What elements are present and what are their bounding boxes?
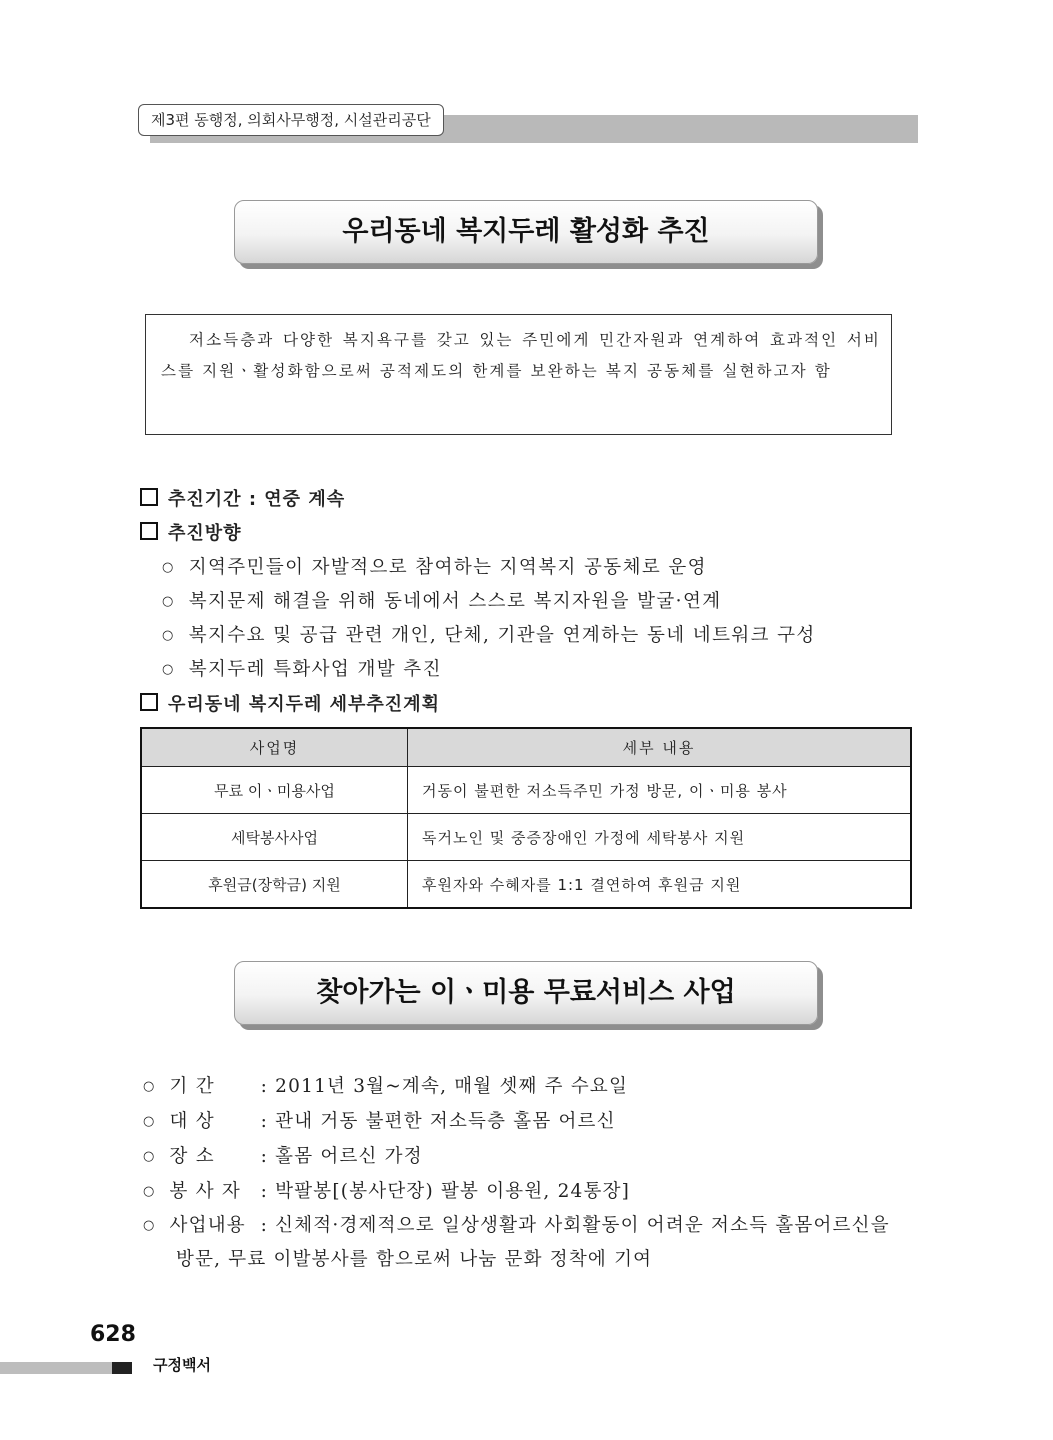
circle-bullet-icon: ○ bbox=[162, 628, 175, 643]
table-cell: 독거노인 및 중증장애인 가정에 세탁봉사 지원 bbox=[408, 814, 912, 861]
list-item: ○ 장 소 : 홀몸 어르신 가정 bbox=[143, 1146, 423, 1167]
chapter-label: 제3편 동행정, 의회사무행정, 시설관리공단 bbox=[138, 104, 444, 136]
circle-bullet-icon: ○ bbox=[162, 560, 175, 575]
checkbox-icon bbox=[140, 488, 158, 506]
table-cell: 후원금(장학금) 지원 bbox=[141, 861, 408, 909]
circle-bullet-icon: ○ bbox=[162, 594, 175, 609]
book-title: 구정백서 bbox=[153, 1356, 211, 1374]
column-header-detail: 세부 내용 bbox=[408, 728, 912, 767]
direction-heading-text: 추진방향 bbox=[168, 523, 242, 544]
plan-heading bbox=[140, 690, 440, 716]
table-cell: 세탁봉사사업 bbox=[141, 814, 408, 861]
intro-box bbox=[145, 314, 892, 435]
circle-bullet-icon: ○ bbox=[162, 662, 175, 677]
table-row bbox=[141, 767, 911, 814]
table-cell: 무료 이ㆍ미용사업 bbox=[141, 767, 408, 814]
circle-bullet-icon: ○ bbox=[143, 1079, 156, 1094]
checkbox-icon bbox=[140, 693, 158, 711]
circle-bullet-icon: ○ bbox=[143, 1114, 156, 1129]
circle-bullet-icon: ○ bbox=[143, 1184, 156, 1199]
list-item: ○ 복지문제 해결을 위해 동네에서 스스로 복지자원을 발굴·연계 bbox=[162, 591, 722, 612]
footer-bar bbox=[0, 1362, 112, 1374]
list-item: ○ 봉 사 자 : 박팔봉[(봉사단장) 팔봉 이용원, 24통장] bbox=[143, 1181, 631, 1202]
footer-square-icon bbox=[112, 1362, 132, 1374]
table-cell: 후원자와 수혜자를 1:1 결연하여 후원금 지원 bbox=[408, 861, 912, 909]
period-heading bbox=[140, 485, 345, 511]
column-header-project: 사업명 bbox=[141, 728, 408, 767]
direction-heading bbox=[140, 519, 242, 545]
table-row bbox=[141, 861, 911, 909]
circle-bullet-icon: ○ bbox=[143, 1149, 156, 1164]
content-continuation: 방문, 무료 이발봉사를 함으로써 나눔 문화 정착에 기여 bbox=[176, 1249, 653, 1270]
page-number: 628 bbox=[90, 1322, 136, 1347]
list-item: ○ 복지수요 및 공급 관련 개인, 단체, 기관을 연계하는 동네 네트워크 구성 bbox=[162, 625, 816, 646]
table-row bbox=[141, 814, 911, 861]
table-cell: 거동이 불편한 저소득주민 가정 방문, 이ㆍ미용 봉사 bbox=[408, 767, 912, 814]
section-title-haircut-service: 찾아가는 이ㆍ미용 무료서비스 사업 bbox=[234, 961, 818, 1025]
period-text: 추진기간 : 연중 계속 bbox=[168, 489, 346, 510]
list-item: ○ 대 상 : 관내 거동 불편한 저소득층 홀몸 어르신 bbox=[143, 1111, 616, 1132]
circle-bullet-icon: ○ bbox=[143, 1218, 156, 1233]
plan-heading-text: 우리동네 복지두레 세부추진계획 bbox=[168, 694, 440, 715]
section-title-welfare-dure: 우리동네 복지두레 활성화 추진 bbox=[234, 200, 818, 264]
table-header-row bbox=[141, 728, 911, 767]
detail-plan-table bbox=[140, 727, 912, 909]
checkbox-icon bbox=[140, 522, 158, 540]
intro-text: 저소득층과 다양한 복지욕구를 갖고 있는 주민에게 민간자원과 연계하여 효과적인 서비스를 지원ㆍ활성화함으로써 공적제도의 한계를 보완하는 복지 공동체를 실현하고자 함 bbox=[161, 331, 881, 380]
list-item: ○ 기 간 : 2011년 3월~계속, 매월 셋째 주 수요일 bbox=[143, 1076, 629, 1097]
list-item: ○ 사업내용 : 신체적·경제적으로 일상생활과 사회활동이 어려운 저소득 홀몸어르신을 bbox=[143, 1215, 890, 1236]
list-item: ○ 지역주민들이 자발적으로 참여하는 지역복지 공동체로 운영 bbox=[162, 557, 707, 578]
list-item: ○ 복지두레 특화사업 개발 추진 bbox=[162, 659, 442, 680]
